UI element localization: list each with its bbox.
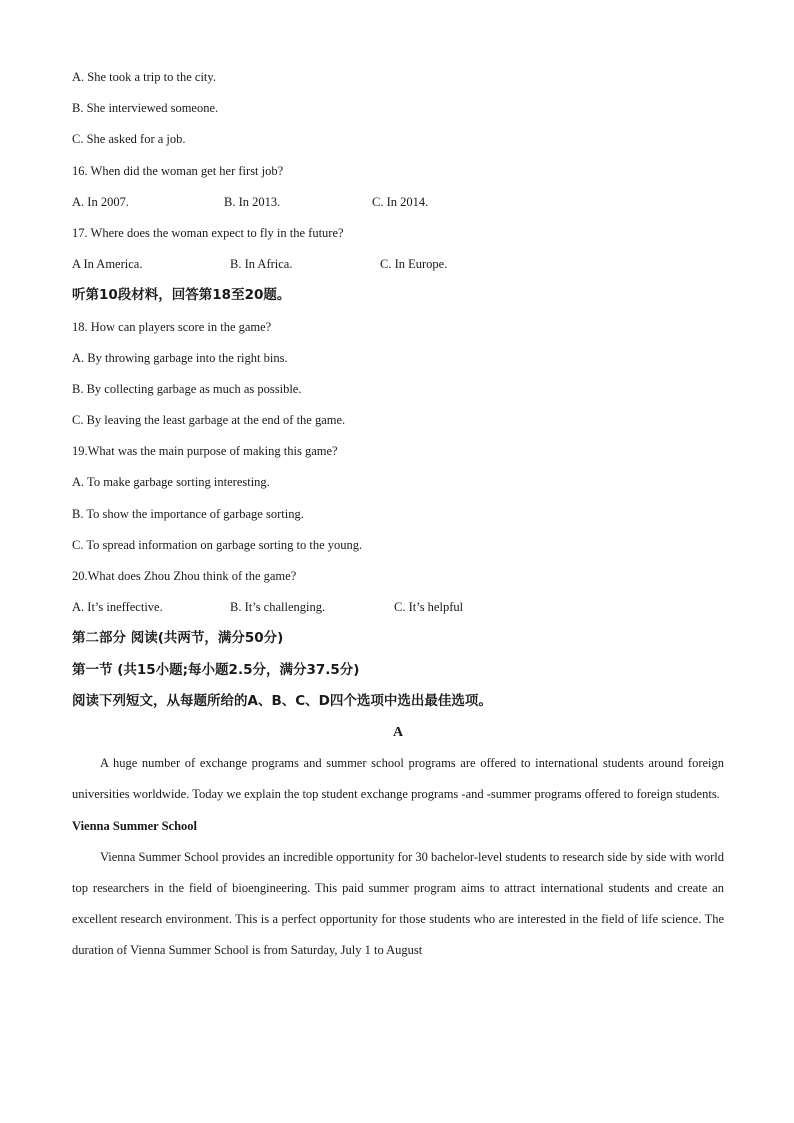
q15-option-a: A. She took a trip to the city. <box>72 70 216 84</box>
q19-option-b: B. To show the importance of garbage sorting. <box>72 506 304 521</box>
q16-option-c: C. In 2014. <box>372 194 429 209</box>
q18-question: 18. How can players score in the game? <box>72 319 272 334</box>
q20-options <box>72 592 724 623</box>
q17-option-b: B. In Africa. <box>230 257 293 272</box>
q17-question: 17. Where does the woman expect to fly in the future? <box>72 225 344 240</box>
section1-heading: 第一节 (共15小题;每小题2.5分，满分37.5分) <box>72 661 360 678</box>
exam-page <box>72 62 724 967</box>
passage-body: Vienna Summer School provides an incredible opportunity for 30 bachelor-level students to research side by side with world top researchers in the field of bioengineering. This paid summer program aims to attract international students and create an excellent research environment. This is a perfect opportunity for those students who are interested in the field of life science. The duration of Vienna Summer School is from Saturday, July 1 to August <box>72 849 724 958</box>
q18-option-c: C. By leaving the least garbage at the end of the game. <box>72 413 346 428</box>
q20-option-c: C. It’s helpful <box>394 600 464 615</box>
q19-option-a: A. To make garbage sorting interesting. <box>72 475 270 490</box>
q16-question: 16. When did the woman get her first job? <box>72 163 284 178</box>
section10-heading: 听第10段材料，回答第18至20题。 <box>72 287 291 304</box>
q19-option-c: C. To spread information on garbage sorting to the young. <box>72 537 363 552</box>
q16-options <box>72 187 724 218</box>
passage-title: A <box>392 724 404 740</box>
q17-option-c: C. In Europe. <box>380 257 448 272</box>
q18-option-b: B. By collecting garbage as much as possible. <box>72 381 302 396</box>
q17-options <box>72 249 724 280</box>
q15-option-c: C. She asked for a job. <box>72 132 186 147</box>
q16-option-b: B. In 2013. <box>224 194 281 209</box>
q20-question: 20.What does Zhou Zhou think of the game? <box>72 569 297 583</box>
q20-option-a: A. It’s ineffective. <box>72 600 163 615</box>
passage-subheading: Vienna Summer School <box>72 818 198 833</box>
part2-heading: 第二部分 阅读(共两节，满分50分) <box>72 630 284 647</box>
q18-option-a: A. By throwing garbage into the right bins. <box>72 350 288 365</box>
q17-option-a: A In America. <box>72 257 143 272</box>
q19-question: 19.What was the main purpose of making this game? <box>72 444 338 459</box>
q16-option-a: A. In 2007. <box>72 194 129 209</box>
q15-option-b: B. She interviewed someone. <box>72 101 219 116</box>
q20-option-b: B. It’s challenging. <box>230 600 326 615</box>
passage-intro: A huge number of exchange programs and summer school programs are offered to international students around foreign universities worldwide. Today we explain the top student exchange programs -and -summer programs offered to foreign students. <box>72 756 724 802</box>
reading-instruction: 阅读下列短文，从每题所给的A、B、C、D四个选项中选出最佳选项。 <box>72 692 492 709</box>
